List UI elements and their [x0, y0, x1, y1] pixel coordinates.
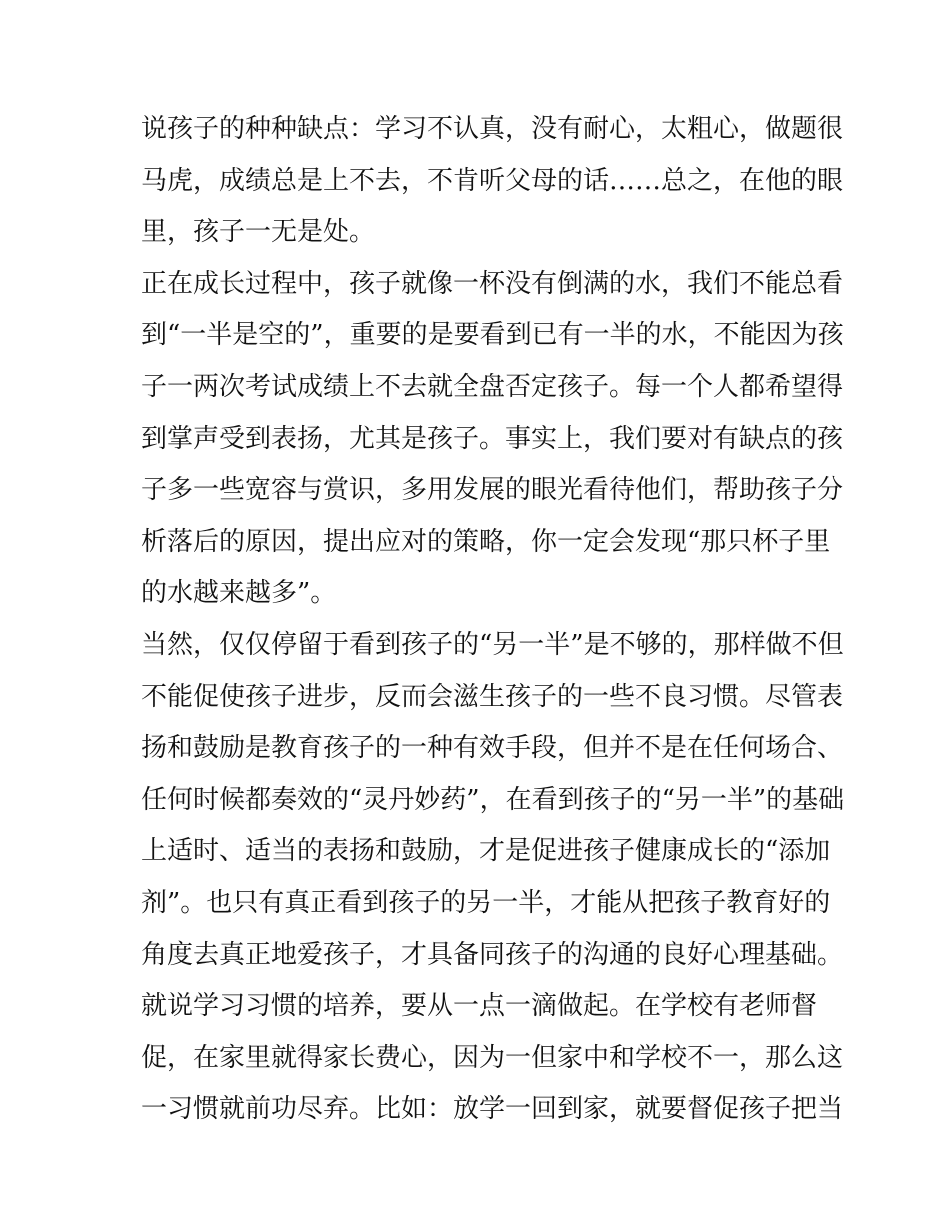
text-line: 马虎，成绩总是上不去，不肯听父母的话……总之，在他的眼 — [141, 165, 844, 196]
text-line: 的水越来越多”。 — [141, 578, 337, 609]
text-line: 扬和鼓励是教育孩子的一种有效手段，但并不是在任何场合、 — [141, 733, 844, 764]
text-line: 上适时、适当的表扬和鼓励，才是促进孩子健康成长的“添加 — [141, 836, 831, 867]
text-line: 一习惯就前功尽弃。比如：放学一回到家，就要督促孩子把当 — [141, 1094, 844, 1125]
text-line: 子多一些宽容与赏识，多用发展的眼光看待他们，帮助孩子分 — [141, 475, 844, 506]
text-line: 子一两次考试成绩上不去就全盘否定孩子。每一个人都希望得 — [141, 371, 844, 402]
text-line: 任何时候都奏效的“灵丹妙药”，在看到孩子的“另一半”的基础 — [141, 784, 845, 815]
text-line: 就说学习习惯的培养，要从一点一滴做起。在学校有老师督 — [141, 991, 818, 1022]
text-line: 剂”。也只有真正看到孩子的另一半，才能从把孩子教育好的 — [141, 887, 831, 918]
text-line: 促，在家里就得家长费心，因为一但家中和学校不一，那么这 — [141, 1042, 844, 1073]
text-line: 里，孩子一无是处。 — [141, 217, 376, 248]
text-line: 析落后的原因，提出应对的策略，你一定会发现“那只杯子里 — [141, 526, 831, 557]
text-line: 角度去真正地爱孩子，才具备同孩子的沟通的良好心理基础。 — [141, 939, 844, 970]
document-body — [141, 104, 845, 1136]
text-line: 说孩子的种种缺点：学习不认真，没有耐心，太粗心，做题很 — [141, 114, 844, 144]
text-line: 到掌声受到表扬，尤其是孩子。事实上，我们要对有缺点的孩 — [141, 423, 844, 454]
text-line: 正在成长过程中，孩子就像一杯没有倒满的水，我们不能总看 — [141, 268, 844, 299]
text-line: 当然，仅仅停留于看到孩子的“另一半”是不够的，那样做不但 — [141, 629, 844, 660]
text-line: 不能促使孩子进步，反而会滋生孩子的一些不良习惯。尽管表 — [141, 681, 844, 712]
text-line: 到“一半是空的”，重要的是要看到已有一半的水，不能因为孩 — [141, 320, 844, 351]
